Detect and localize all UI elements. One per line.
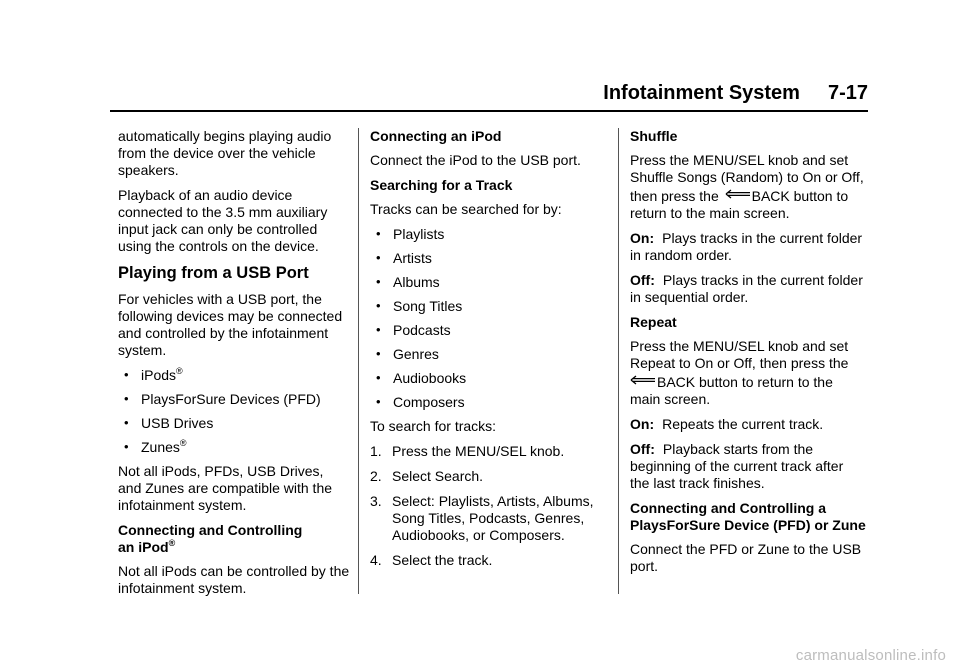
column-2 bbox=[370, 128, 606, 577]
on-label: On: bbox=[630, 230, 655, 246]
list-item: • Artists bbox=[370, 250, 606, 267]
back-arrow-icon bbox=[725, 186, 751, 196]
paragraph: Tracks can be searched for by: bbox=[370, 201, 562, 217]
paragraph: To search for tracks: bbox=[370, 418, 497, 434]
subheading: Shuffle bbox=[630, 128, 678, 144]
list-item: • Albums bbox=[370, 274, 606, 291]
list-item: • Composers bbox=[370, 394, 606, 411]
registered-mark: ® bbox=[168, 538, 176, 548]
paragraph: On: Repeats the current track. bbox=[630, 416, 824, 432]
list-item: • Podcasts bbox=[370, 322, 606, 339]
list-item: • USB Drives bbox=[118, 415, 350, 432]
paragraph: Connect the PFD or Zune to the USB port. bbox=[630, 541, 862, 574]
paragraph: Not all iPods, PFDs, USB Drives, and Zunes are compatible with the infotainment system. bbox=[118, 463, 333, 513]
list-item: • Song Titles bbox=[370, 298, 606, 315]
page-header bbox=[603, 80, 868, 106]
subheading: Connecting and Controlling a PlaysForSure Device (PFD) or Zune bbox=[630, 500, 866, 533]
paragraph: Off: Playback starts from the beginning of the current track after the last track finishes. bbox=[630, 441, 844, 491]
list-item: • Playlists bbox=[370, 226, 606, 243]
paragraph: Playback of an audio device connected to the 3.5 mm auxiliary input jack can only be controlled using the controls on the device. bbox=[118, 187, 328, 254]
paragraph: On: Plays tracks in the current folder in random order. bbox=[630, 230, 863, 263]
section-title: Infotainment System bbox=[603, 82, 800, 104]
registered-mark: ® bbox=[176, 366, 183, 376]
paragraph: Not all iPods can be controlled by the infotainment system. bbox=[118, 563, 350, 596]
step-item: 3. Select: Playlists, Artists, Albums, Song Titles, Podcasts, Genres, Audiobooks, or Composers. bbox=[370, 493, 594, 543]
back-arrow-icon bbox=[630, 372, 656, 382]
subheading: Searching for a Track bbox=[370, 177, 513, 193]
off-label: Off: bbox=[630, 441, 655, 457]
step-item: 2. Select Search. bbox=[370, 468, 484, 484]
list-item: • iPods® bbox=[118, 367, 350, 384]
paragraph: For vehicles with a USB port, the following devices may be connected and controlled by the infotainment system. bbox=[118, 291, 343, 358]
paragraph: Off: Plays tracks in the current folder in sequential order. bbox=[630, 272, 863, 305]
header-rule bbox=[110, 110, 868, 112]
column-divider bbox=[358, 128, 359, 594]
paragraph: Connect the iPod to the USB port. bbox=[370, 152, 581, 168]
step-list bbox=[370, 443, 606, 569]
list-item: • PlaysForSure Devices (PFD) bbox=[118, 391, 350, 408]
paragraph: Press the MENU/SEL knob and set Shuffle Songs (Random) to On or Off, then press the BACK button to return to the main screen. bbox=[630, 152, 864, 221]
section-heading: Playing from a USB Port bbox=[118, 264, 309, 282]
page-number: 7-17 bbox=[827, 82, 868, 104]
paragraph: automatically begins playing audio from the device over the vehicle speakers. bbox=[118, 128, 332, 178]
subheading: Repeat bbox=[630, 314, 677, 330]
on-label: On: bbox=[630, 416, 655, 432]
subheading: Connecting an iPod bbox=[370, 128, 502, 144]
registered-mark: ® bbox=[179, 438, 187, 448]
column-1 bbox=[118, 128, 350, 605]
step-item: 1. Press the MENU/SEL knob. bbox=[370, 443, 565, 459]
paragraph: Press the MENU/SEL knob and set Repeat to On or Off, then press the BACK button to return to the main screen. bbox=[630, 338, 849, 407]
column-divider bbox=[618, 128, 619, 594]
search-category-list bbox=[370, 226, 606, 411]
watermark: carmanualsonline.info bbox=[795, 647, 946, 664]
column-3 bbox=[630, 128, 866, 583]
step-item: 4. Select the track. bbox=[370, 552, 493, 568]
off-label: Off: bbox=[630, 272, 655, 288]
list-item: • Zunes® bbox=[118, 439, 350, 456]
list-item: • Genres bbox=[370, 346, 606, 363]
subheading: Connecting and Controlling an iPod® bbox=[118, 522, 303, 555]
device-list bbox=[118, 367, 350, 456]
list-item: • Audiobooks bbox=[370, 370, 606, 387]
